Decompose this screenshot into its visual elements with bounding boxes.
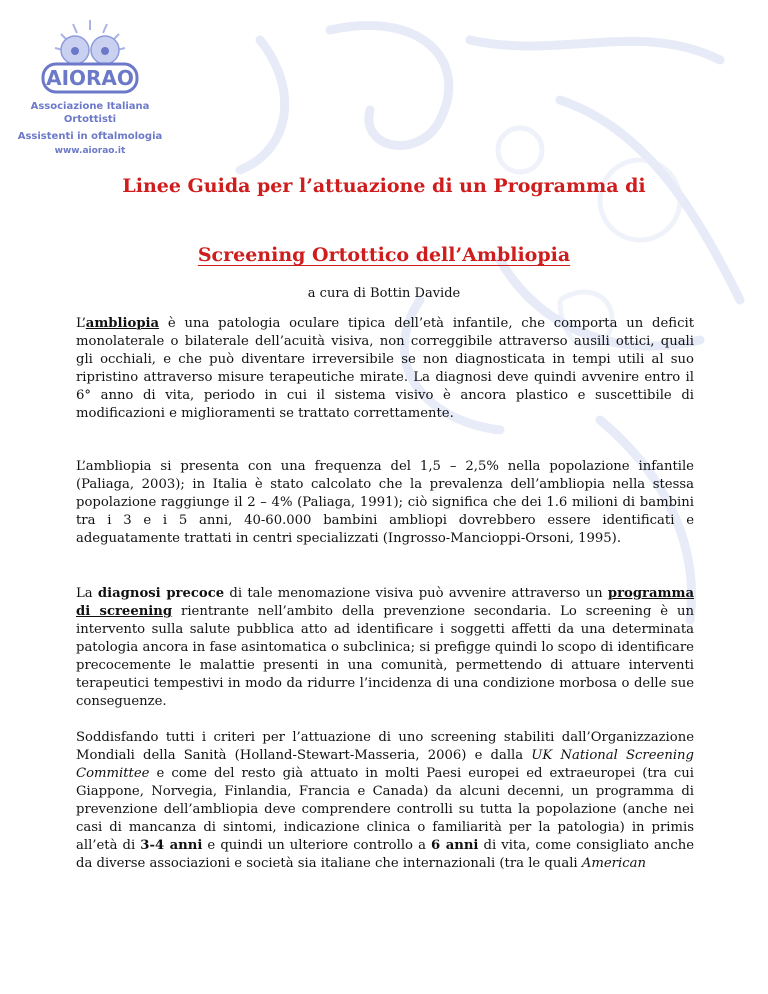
logo-association-line2: Assistenti in oftalmologia bbox=[17, 131, 163, 142]
term-diagnosi-precoce: diagnosi precoce bbox=[97, 586, 225, 601]
aiorao-emblem bbox=[35, 18, 145, 96]
document-title-line2: Screening Ortottico dell’Ambliopia bbox=[197, 244, 571, 266]
document-title-line1: Linee Guida per l’attuazione di un Programma di bbox=[122, 175, 646, 197]
paragraph-3: La diagnosi precoce di tale menomazione visiva può avvenire attraverso un programma di screening rientrante nell’ambito della prevenzione secondaria. Lo screening è un intervento sulla salute pubblica atto ad identificare i soggetti affetti da una determinata patologia ancora in fase asintomatica o subclinica; si prefigge quindi lo scopo di identificare precocemente le malattie presenti in una comunità, permettendo di attuare interventi terapeutici tempestivi in modo da ridurre l’incidenza di una condizione morbosa o delle sue conseguenze. bbox=[76, 586, 694, 709]
logo-website: www.aiorao.it bbox=[54, 146, 126, 156]
paragraph-1: L’ambliopia è una patologia oculare tipica dell’età infantile, che comporta un deficit monolaterale o bilaterale dell’acuità visiva, non correggibile attraverso ausili ottici, quali gli occhiali, e che può diventare irreversibile se non diagnosticata in tempi utili al suo ripristino attraverso misure terapeutiche mirate. La diagnosi deve quindi avvenire entro il 6° anno di vita, periodo in cui il sistema visivo è ancora plastico e suscettibile di modificazioni e miglioramenti se trattato correttamente. bbox=[76, 316, 694, 421]
paragraph-2: L’ambliopia si presenta con una frequenza del 1,5 – 2,5% nella popolazione infantile (Paliaga, 2003); in Italia è stato calcolato che la prevalenza dell’ambliopia nella stessa popolazione raggiunge il 2 – 4% (Paliaga, 1991); ciò significa che dei 1.6 milioni di bambini tra i 3 e i 5 anni, 40-60.000 bambini ambliopi dovrebbero essere identificati e adeguatamente trattati in centri specializzati (Ingrosso-Mancioppi-Orsoni, 1995). bbox=[76, 459, 694, 546]
logo-wordmark: AIORAO bbox=[46, 66, 134, 90]
american-ref: American bbox=[581, 856, 646, 871]
uk-nsc-name: UK National Screening Committee bbox=[76, 748, 694, 781]
aiorao-logo bbox=[10, 18, 170, 158]
age-3-4: 3-4 anni bbox=[140, 838, 203, 853]
term-programma-di-screening: programma di screening bbox=[76, 586, 694, 619]
term-ambliopia: ambliopia bbox=[85, 316, 160, 331]
age-6: 6 anni bbox=[431, 838, 479, 853]
byline: a cura di Bottin Davide bbox=[307, 286, 461, 301]
logo-association-line1: Associazione Italiana Ortottisti bbox=[30, 101, 150, 125]
paragraph-4: Soddisfando tutti i criteri per l’attuazione di uno screening stabiliti dall’Organizzazione Mondiali della Sanità (Holland-Stewart-Masseria, 2006) e dalla UK National Screening Committee e come del resto già attuato in molti Paesi europei ed extraeuropei (tra cui Giappone, Norvegia, Finlandia, Francia e Canada) da alcuni decenni, un programma di prevenzione dell’ambliopia deve comprendere controlli su tutta la popolazione (anche nei casi di mancanza di sintomi, indicazione clinica o familiarità per la patologia) in primis all’età di 3-4 anni e quindi un ulteriore controllo a 6 anni di vita, come consigliato anche da diverse associazioni e società sia italiane che internazionali (tra le quali American bbox=[76, 730, 695, 871]
